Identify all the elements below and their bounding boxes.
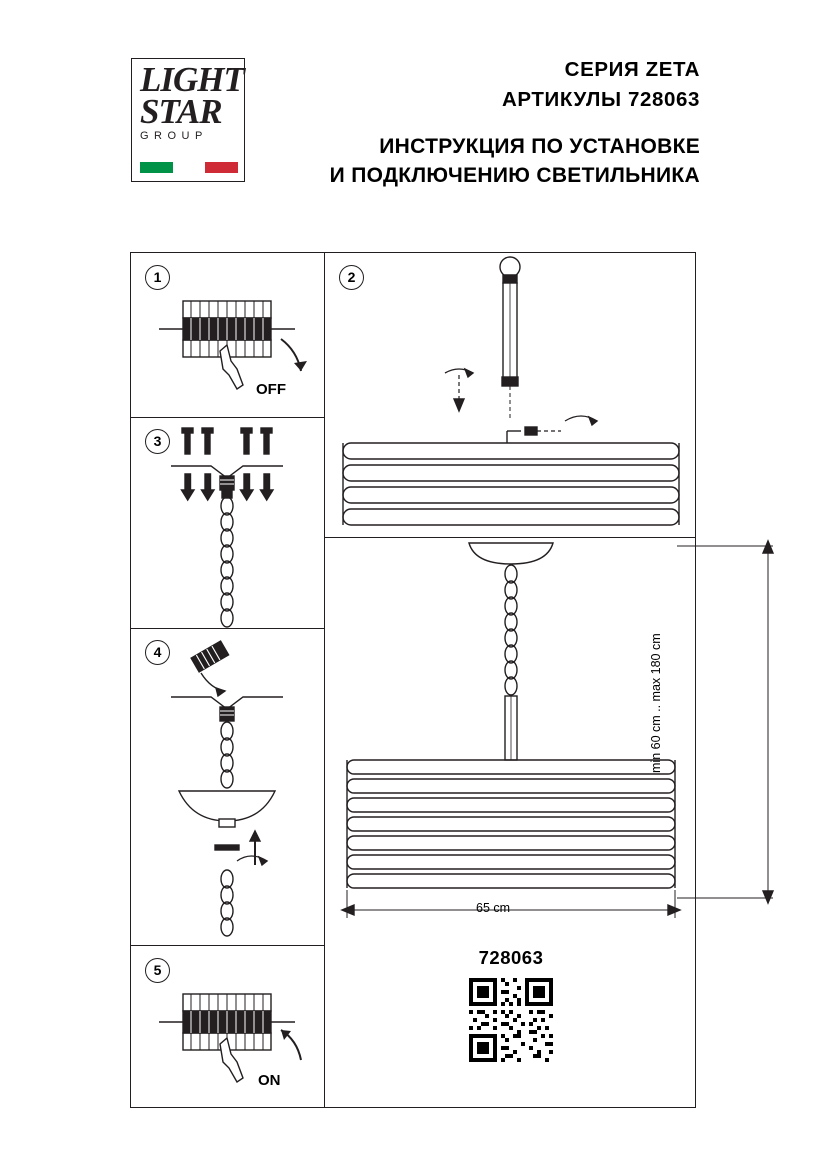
brand-logo-line3: GROUP: [140, 130, 208, 143]
italian-flag-icon: [140, 162, 238, 173]
step-3-number: 3: [145, 429, 170, 454]
height-dimension-label: min 60 cm .. max 180 cm: [649, 633, 663, 773]
instruction-title-line1: ИНСТРУКЦИЯ ПО УСТАНОВКЕ: [379, 135, 700, 159]
brand-logo-line1: LIGHT: [140, 60, 244, 99]
qr-code: [469, 978, 553, 1062]
brand-logo-text: [140, 60, 244, 143]
step-2-number: 2: [339, 265, 364, 290]
instruction-diagram-frame: [130, 252, 696, 1108]
step-1-panel: [131, 253, 324, 417]
article-label: АРТИКУЛЫ 728063: [501, 87, 700, 111]
step-5-panel: [131, 946, 324, 1107]
step-1-caption: OFF: [256, 381, 286, 398]
brand-logo: [131, 58, 245, 182]
width-dimension-label: 65 cm: [476, 901, 511, 915]
step-2-illustration: [325, 253, 696, 537]
step-1-number: 1: [145, 265, 170, 290]
step-4-panel: [131, 629, 324, 945]
step-4-illustration: [131, 629, 324, 945]
step-3-panel: [131, 418, 324, 628]
series-label: СЕРИЯ ZETA: [564, 58, 700, 81]
step-2-panel: [325, 253, 696, 537]
instruction-title-line2: И ПОДКЛЮЧЕНИЮ СВЕТИЛЬНИКА: [329, 164, 700, 188]
page-header: [0, 0, 826, 250]
header-titles: [300, 55, 700, 191]
step-4-number: 4: [145, 640, 170, 665]
article-number: 728063: [478, 947, 544, 968]
step-5-caption: ON: [258, 1072, 281, 1089]
brand-logo-line2: STAR: [140, 92, 222, 132]
step-5-number: 5: [145, 958, 170, 983]
